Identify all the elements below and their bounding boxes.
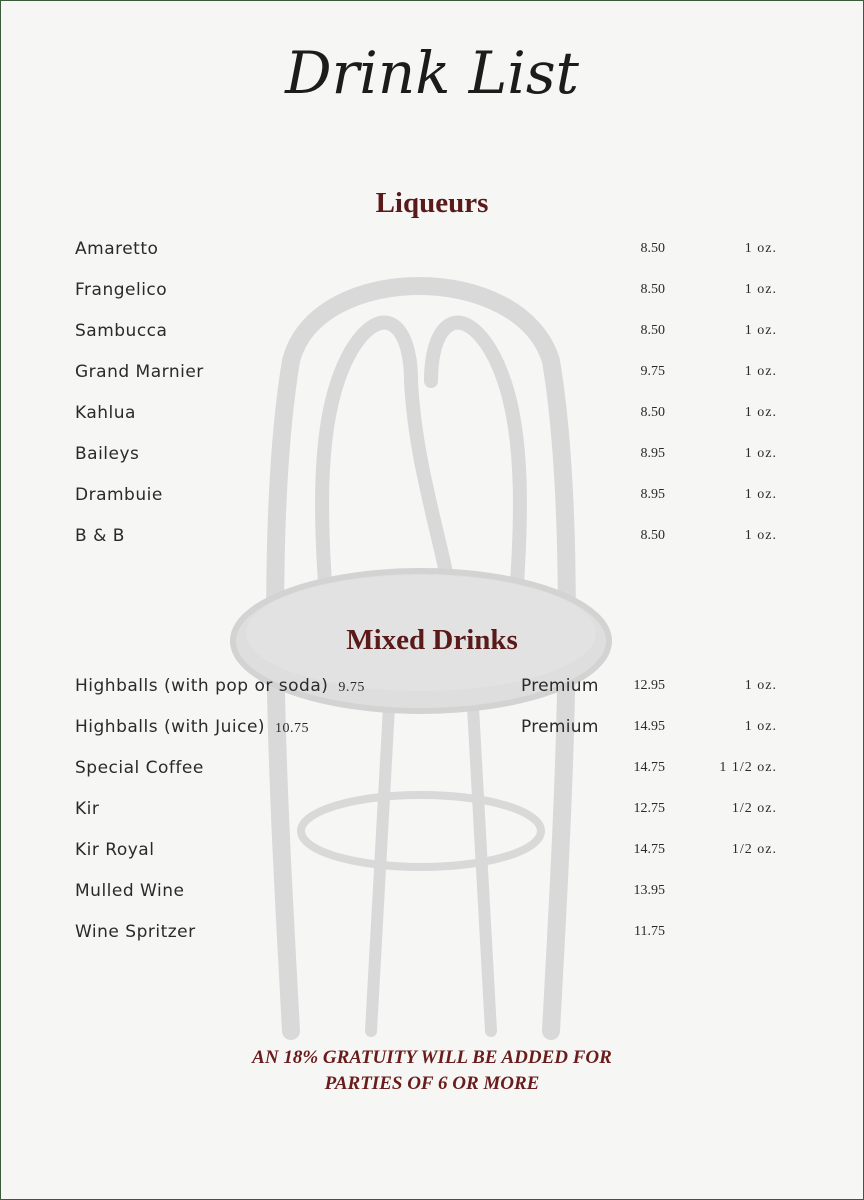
item-price: 12.75	[633, 801, 665, 816]
item-price: 8.95	[640, 487, 665, 502]
menu-item	[1, 922, 863, 946]
item-name: Kir	[75, 799, 100, 819]
item-name-group	[75, 717, 309, 737]
item-unit: 1 oz.	[744, 364, 777, 379]
item-price: 8.50	[640, 282, 665, 297]
menu-item	[1, 717, 863, 741]
item-price: 14.75	[633, 760, 665, 775]
item-unit: 1 oz.	[744, 528, 777, 543]
item-unit: 1 oz.	[744, 678, 777, 693]
item-price: 8.95	[640, 446, 665, 461]
item-name: Highballs (with Juice)	[75, 717, 266, 737]
menu-item	[1, 526, 863, 550]
menu-item	[1, 676, 863, 700]
menu-item	[1, 444, 863, 468]
item-name: Highballs (with pop or soda)	[75, 676, 329, 696]
section-heading-mixed-drinks: Mixed Drinks	[346, 624, 518, 656]
item-unit: 1/2 oz.	[731, 842, 777, 857]
menu-item	[1, 485, 863, 509]
item-name: Sambucca	[75, 321, 168, 341]
gratuity-notice-line: AN 18% GRATUITY WILL BE ADDED FOR	[252, 1047, 612, 1068]
menu-item	[1, 239, 863, 263]
item-price: 8.50	[640, 528, 665, 543]
item-name: Mulled Wine	[75, 881, 185, 901]
item-price: 14.75	[633, 842, 665, 857]
gratuity-notice-line: PARTIES OF 6 OR MORE	[324, 1073, 540, 1094]
item-price: 12.95	[633, 678, 665, 693]
item-name: Baileys	[75, 444, 140, 464]
item-name: Drambuie	[75, 485, 163, 505]
item-price: 11.75	[634, 924, 665, 939]
premium-label: Premium	[521, 717, 599, 737]
premium-label: Premium	[521, 676, 599, 696]
menu-item	[1, 799, 863, 823]
item-unit: 1 oz.	[744, 719, 777, 734]
menu-item	[1, 840, 863, 864]
item-unit: 1 oz.	[744, 282, 777, 297]
item-name: Special Coffee	[75, 758, 204, 778]
item-unit: 1 oz.	[744, 323, 777, 338]
item-unit: 1 oz.	[744, 241, 777, 256]
section-heading-liqueurs: Liqueurs	[375, 187, 489, 219]
item-name: Kahlua	[75, 403, 136, 423]
item-unit: 1 oz.	[744, 446, 777, 461]
item-name: Kir Royal	[75, 840, 155, 860]
item-price: 13.95	[633, 883, 665, 898]
item-name: Amaretto	[75, 239, 159, 259]
item-name: B & B	[75, 526, 125, 546]
item-regular-price: 10.75	[275, 721, 310, 736]
menu-item	[1, 280, 863, 304]
menu-title: Drink List	[285, 39, 579, 107]
gratuity-notice	[1, 1045, 863, 1097]
item-price: 9.75	[640, 364, 665, 379]
menu-item	[1, 758, 863, 782]
item-price: 8.50	[640, 323, 665, 338]
item-name: Frangelico	[75, 280, 168, 300]
item-name: Grand Marnier	[75, 362, 204, 382]
menu-item	[1, 403, 863, 427]
item-price: 8.50	[640, 241, 665, 256]
item-unit: 1 1/2 oz.	[719, 760, 777, 775]
item-price: 14.95	[633, 719, 665, 734]
menu-item	[1, 321, 863, 345]
item-unit: 1 oz.	[744, 405, 777, 420]
item-name: Wine Spritzer	[75, 922, 196, 942]
item-regular-price: 9.75	[338, 680, 365, 695]
item-unit: 1 oz.	[744, 487, 777, 502]
item-name-group	[75, 676, 365, 696]
item-unit: 1/2 oz.	[731, 801, 777, 816]
menu-item	[1, 362, 863, 386]
item-price: 8.50	[640, 405, 665, 420]
menu-item	[1, 881, 863, 905]
